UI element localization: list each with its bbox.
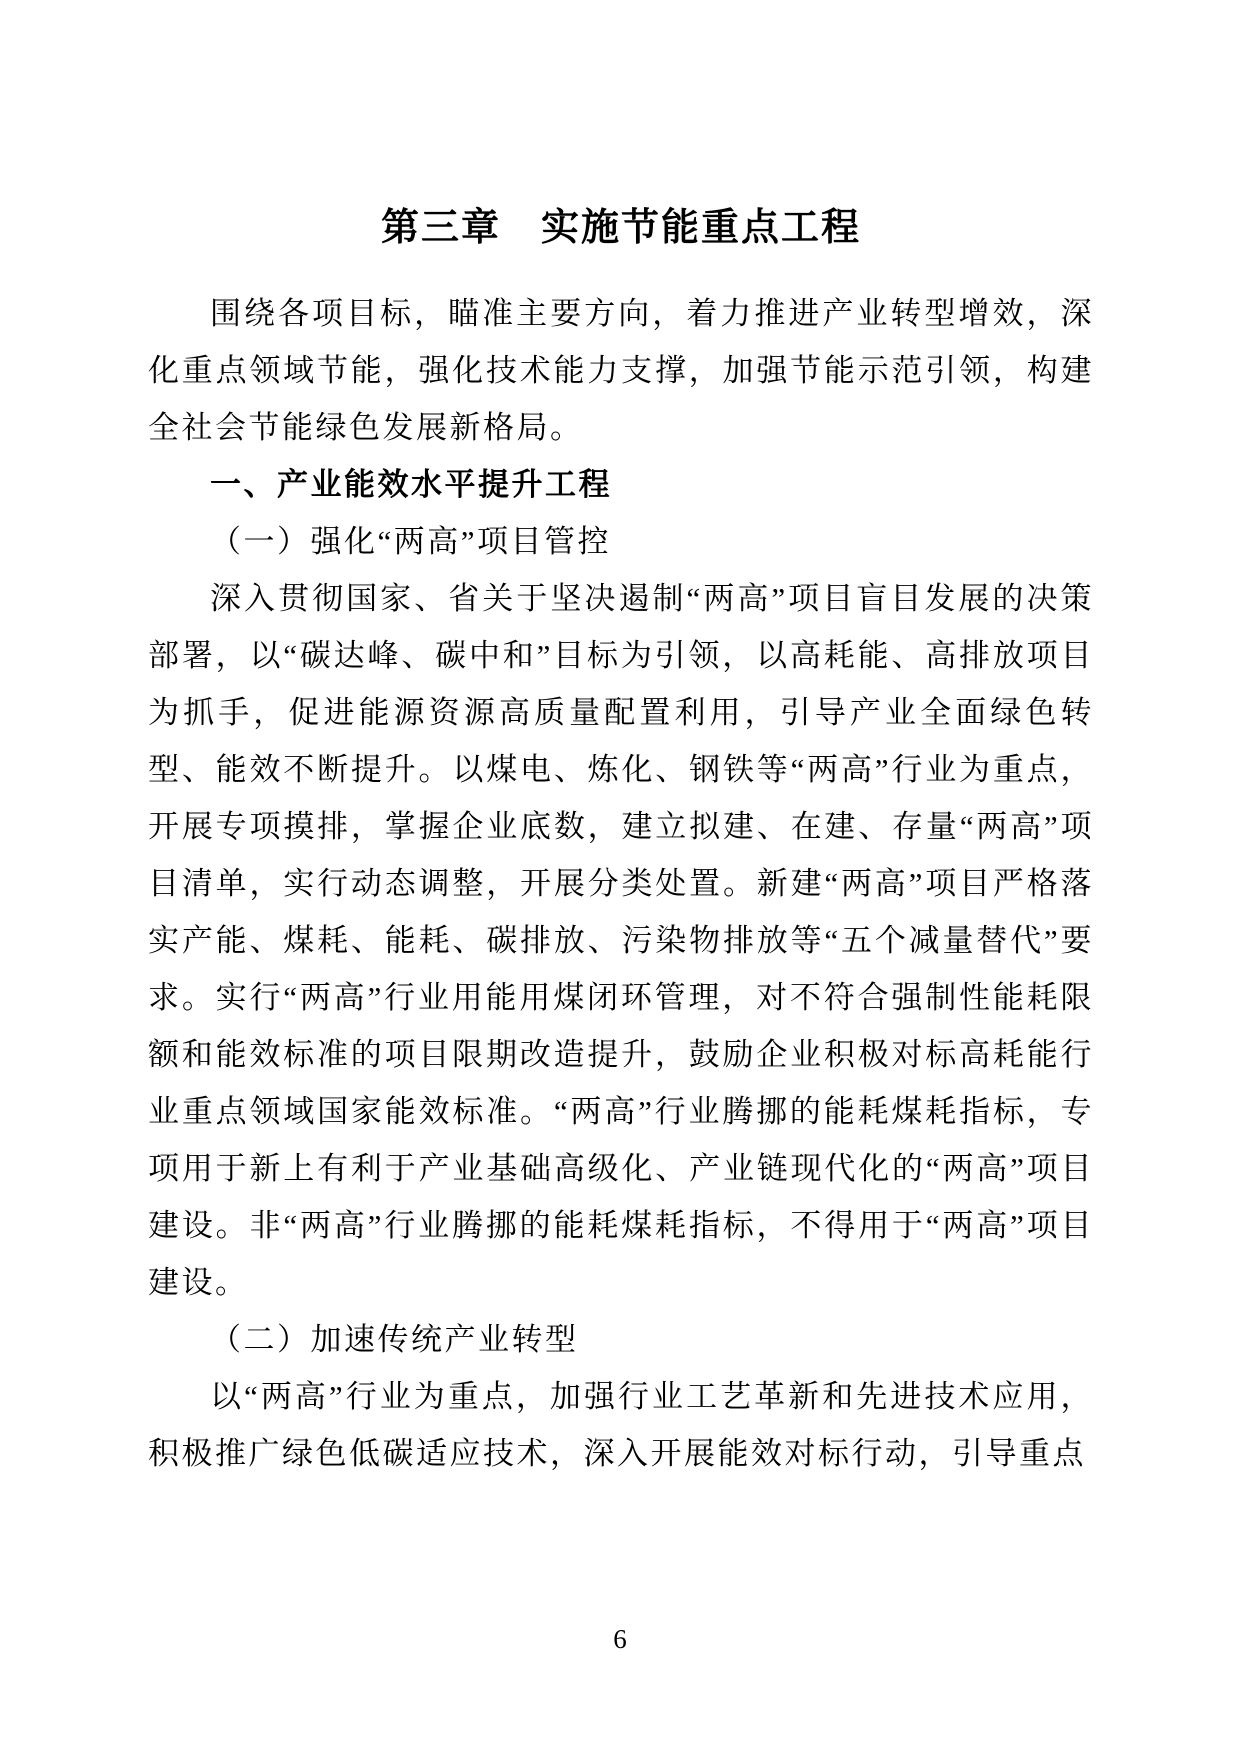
subsection-heading-1: （一）强化“两高”项目管控 [210,524,612,559]
subsection-1-paragraph: 深入贯彻国家、省关于坚决遏制“两高”项目盲目发展的决策部署，以“碳达峰、碳中和”目标为引领，以高耗能、高排放项目为抓手，促进能源资源高质量配置利用，引导产业全面绿色转型、能效不断提升。以煤电、炼化、钢铁等“两高”行业为重点，开展专项摸排，掌握企业底数，建立拟建、在建、存量“两高”项目清单，实行动态调整，开展分类处置。新建“两高”项目严格落实产能、煤耗、能耗、碳排放、污染物排放等“五个减量替代”要求。实行“两高”行业用能用煤闭环管理，对不符合强制性能耗限额和能效标准的项目限期改造提升，鼓励企业积极对标高耗能行业重点领域国家能效标准。“两高”行业腾挪的能耗煤耗指标，专项用于新上有利于产业基础高级化、产业链现代化的“两高”项目建设。非“两高”行业腾挪的能耗煤耗指标，不得用于“两高”项目建设。 [148,581,1095,1300]
section-heading: 一、产业能效水平提升工程 [210,467,612,502]
intro-paragraph: 围绕各项目标，瞄准主要方向，着力推进产业转型增效，深化重点领域节能，强化技术能力支撑，加强节能示范引领，构建全社会节能绿色发展新格局。 [148,296,1094,445]
chapter-title: 第三章 实施节能重点工程 [380,207,861,249]
page-number: 6 [613,1624,627,1654]
subsection-2-paragraph: 以“两高”行业为重点，加强行业工艺革新和先进技术应用，积极推广绿色低碳适应技术，深入开展能效对标行动，引导重点 [148,1379,1094,1471]
subsection-heading-2: （二）加速传统产业转型 [210,1322,579,1357]
page-content [148,203,1094,1482]
